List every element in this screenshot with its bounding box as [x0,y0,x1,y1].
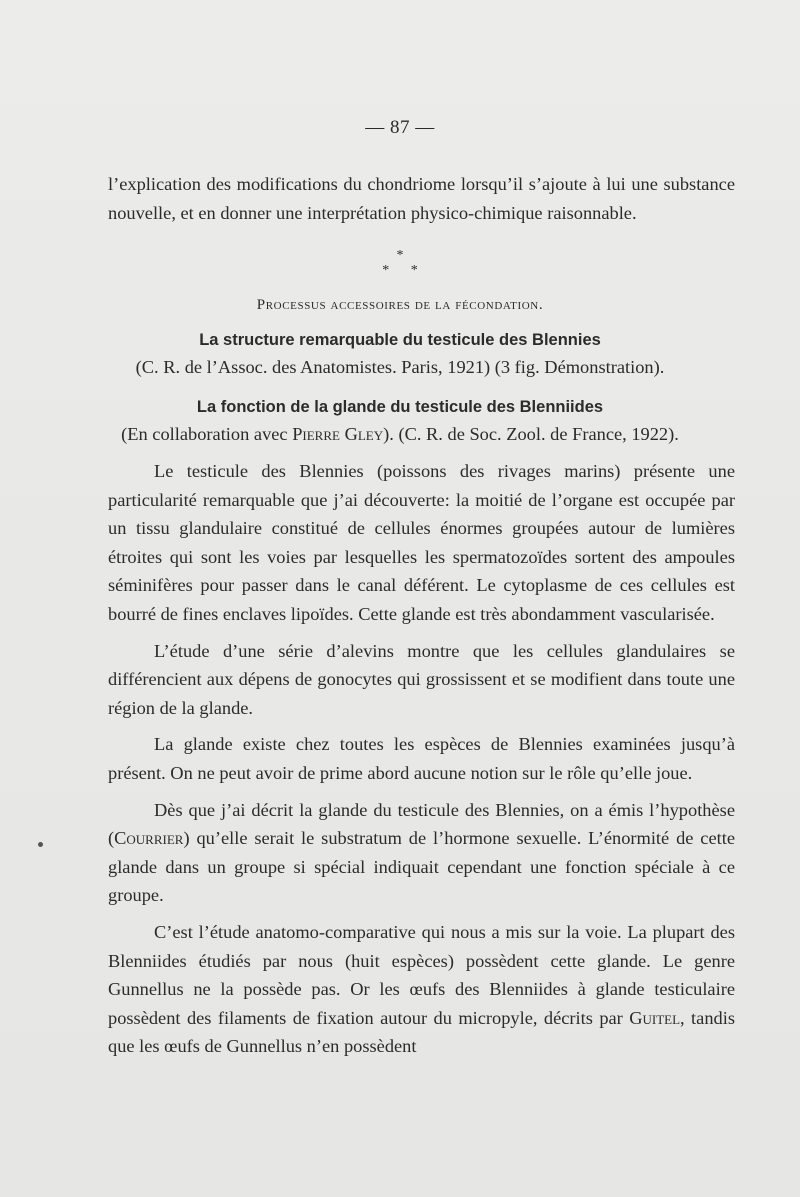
reference-text: ). (C. R. de Soc. Zool. de France, 1922). [383,424,679,444]
paragraph: La glande existe chez toutes les espèces de Blennies examinées jusqu’à présent. On ne peut avoir de prime abord aucune notion sur le rôle qu’elle joue. [108,734,735,783]
work-title-1: La structure remarquable du testicule des Blennies [199,331,601,349]
work-title-2: La fonction de la glande du testicule des Blenniides [196,398,604,416]
asterism-top [0,249,800,263]
intro-paragraph-block [108,170,735,227]
paragraph [108,918,735,1061]
paragraph: Le testicule des Blennies (poissons des rivages marins) présente une particularité remarquable que j’ai découverte: la moitié de l’organe est occupée par un tissu glandulaire constitué de cellules énormes groupées autour de lumières étroites qui sont les voies par lesquelles les spermatozoïdes sortent des ampoules séminifères pour passer dans le canal déférent. Le cytoplasme de ces cellules est bourré de fines enclaves lipoïdes. Cette glande est très abondamment vascularisée. [108,461,735,624]
paragraph [108,796,735,910]
body-text [108,457,735,1061]
page-number: — 87 — [365,117,435,138]
paragraph-text: C’est l’étude anatomo-comparative qui nous a mis sur la voie. La plupart des Blenniides étudiés par nous (huit espèces) possèdent cette glande. Le genre Gunnellus ne la possède pas. Or les œufs des Blenniides à glande testiculaire possèdent des filaments de fixation autour du micropyle, décrits par [108,921,735,1028]
paragraph: L’étude d’une série d’alevins montre que les cellules glandulaires se différencient aux dépens de gonocytes qui grossissent et se modifient dans toute une région de la glande. [108,640,735,718]
asterism-star: * [410,263,418,278]
author-name: Guitel [629,1007,681,1028]
scan-speck [38,842,43,847]
paragraph-text: , tandis que les œufs de Gunnellus n’en possèdent [108,1007,735,1057]
intro-paragraph: l’explication des modifications du chondriome lorsqu’il s’ajoute à lui une substance nouvelle, et en donner une interprétation physico-chimique raisonnable. [108,174,735,223]
reference-text: (En collaboration avec [121,424,293,444]
paragraph-text: ) qu’elle serait le substratum de l’hormone sexuelle. L’énormité de cette glande dans un groupe si spécial indiquait cependant une fonction spéciale à ce groupe. [108,828,735,906]
author-name: Pierre Gley [292,424,384,444]
paragraph-text: Dès que j’ai décrit la glande du testicule des Blennies, on a émis l’hypothèse ( [108,799,735,849]
asterism-bottom [0,264,800,278]
work-reference-2 [0,424,800,445]
asterism-star: * [396,248,404,263]
section-title: Processus accessoires de la fécondation. [256,297,544,313]
author-name: Courrier [114,828,184,849]
work-reference-1: (C. R. de l’Assoc. des Anatomistes. Paris, 1921) (3 fig. Démonstration). [135,357,665,377]
asterism-star: * [382,263,390,278]
